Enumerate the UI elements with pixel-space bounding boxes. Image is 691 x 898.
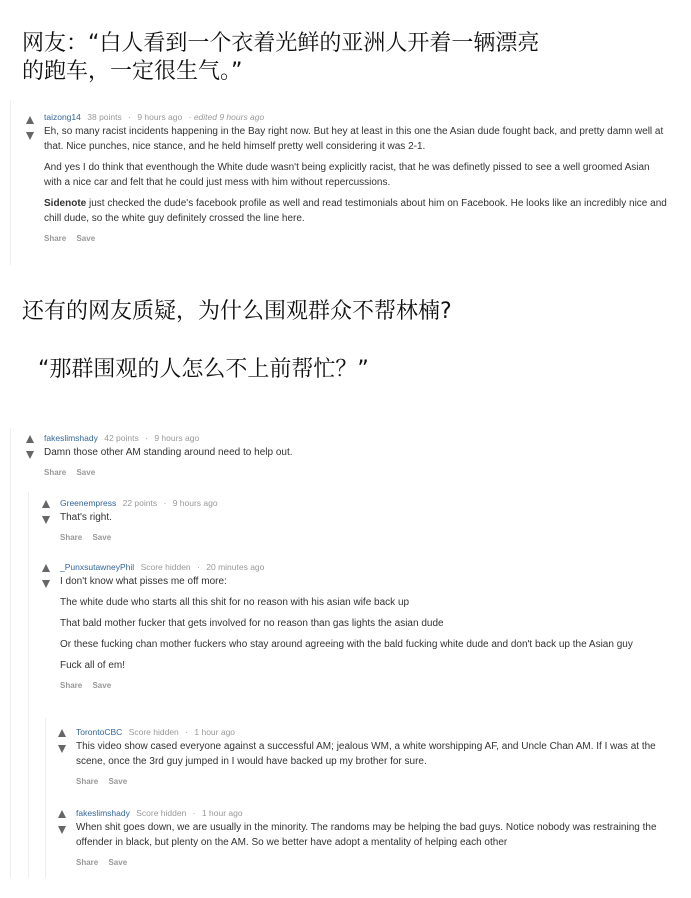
save-button[interactable]: Save [76, 234, 96, 243]
points: 38 points [87, 112, 122, 122]
timestamp: 20 minutes ago [206, 562, 265, 572]
vote-controls [40, 498, 54, 524]
points: Score hidden [136, 808, 187, 818]
upvote-arrow-icon[interactable] [58, 729, 66, 737]
upvote-arrow-icon[interactable] [42, 500, 50, 508]
comment-text [44, 196, 669, 226]
thread-line [28, 492, 29, 878]
username-link[interactable]: _PunxsutawneyPhil [60, 562, 135, 572]
sidenote-label: Sidenote [44, 198, 87, 209]
username-link[interactable]: fakeslimshady [44, 433, 98, 443]
comment [76, 806, 668, 870]
comment-meta [44, 110, 669, 124]
points: Score hidden [128, 727, 179, 737]
save-button[interactable]: Save [108, 858, 128, 867]
upvote-arrow-icon[interactable] [58, 810, 66, 818]
timestamp: 9 hours ago [154, 433, 200, 443]
comment-text: Or these fucking chan mother fuckers who stay around agreeing with the bald fucking white dude and don't back up the Asian guy [60, 639, 633, 650]
comment-text: When shit goes down, we are usually in the minority. The randoms may be helping the bad guys. Notice nobody was restraining the offender in black, but plenty on the AM. So we better have adopt a mentality of helping each other [76, 822, 657, 848]
caption-3: “那群围观的人怎么不上前帮忙？” [38, 357, 369, 382]
timestamp: 9 hours ago [172, 498, 218, 508]
comment-text: This video show cased everyone against a successful AM; jealous WM, a white worshipping AF, and Uncle Chan AM. If I was at the scene, once the 3rd guy jumped in I would have backed up my brother for sure. [76, 741, 656, 767]
downvote-arrow-icon[interactable] [42, 516, 50, 524]
comment-meta [76, 806, 668, 820]
separator: · [128, 112, 131, 122]
comment [60, 496, 670, 545]
username-link[interactable]: taizong14 [44, 112, 81, 122]
comment-text: I don't know what pisses me off more: [60, 576, 227, 587]
separator: · [185, 727, 188, 737]
downvote-arrow-icon[interactable] [26, 451, 34, 459]
downvote-arrow-icon[interactable] [58, 745, 66, 753]
comment-meta [60, 560, 670, 574]
share-button[interactable]: Share [60, 681, 83, 690]
save-button[interactable]: Save [92, 681, 112, 690]
points: Score hidden [140, 562, 191, 572]
vote-controls [24, 114, 38, 140]
thread-line [10, 428, 11, 878]
comment [60, 560, 670, 693]
comment-text: Fuck all of em! [60, 660, 126, 671]
save-button[interactable]: Save [108, 777, 128, 786]
upvote-arrow-icon[interactable] [26, 116, 34, 124]
points: 42 points [104, 433, 139, 443]
comment [76, 725, 668, 789]
caption-2: 还有的网友质疑，为什么围观群众不帮林楠? [22, 299, 452, 324]
save-button[interactable]: Save [76, 468, 96, 477]
comment-actions [44, 232, 669, 246]
caption-1 [22, 30, 539, 86]
username-link[interactable]: fakeslimshady [76, 808, 130, 818]
comment-text: Damn those other AM standing around need to help out. [44, 447, 293, 458]
sidenote-text: just checked the dude's facebook profile as well and read testimonials about him on Facebook. He looks like an incredibly nice and chill dude, so the white guy definitely crossed the line here. [44, 198, 667, 224]
timestamp: 1 hour ago [201, 808, 243, 818]
vote-controls [24, 433, 38, 459]
share-button[interactable]: Share [44, 468, 67, 477]
comment-actions [44, 466, 669, 480]
comment-text: And yes I do think that eventhough the White dude wasn't being explicitly racist, that he was definetly pissed to see a well groomed Asian with a nice car and felt that he could just mess with him without repercussions. [44, 162, 650, 188]
comment-text: That's right. [60, 512, 112, 523]
caption-1-line-2: 的跑车，一定很生气。” [22, 59, 243, 84]
edited-timestamp: · edited 9 hours ago [188, 112, 265, 122]
downvote-arrow-icon[interactable] [26, 132, 34, 140]
thread-line [45, 718, 46, 878]
timestamp: 1 hour ago [194, 727, 236, 737]
comment-text: That bald mother fucker that gets involved for no reason than gas lights the asian dude [60, 618, 444, 629]
separator: · [192, 808, 196, 818]
vote-controls [56, 727, 70, 753]
upvote-arrow-icon[interactable] [42, 564, 50, 572]
comment-meta [44, 431, 669, 445]
points: 22 points [122, 498, 158, 508]
separator: · [163, 498, 167, 508]
comment-text: Eh, so many racist incidents happening in the Bay right now. But hey at least in this one the Asian dude fought back, and pretty damn well at that. Nice punches, nice stance, and he held himself pretty well considering it was 2-1. [44, 126, 664, 152]
timestamp: 9 hours ago [137, 112, 183, 122]
downvote-arrow-icon[interactable] [58, 826, 66, 834]
share-button[interactable]: Share [60, 533, 83, 542]
comment-actions [76, 856, 668, 870]
comment-meta [76, 725, 668, 739]
downvote-arrow-icon[interactable] [42, 580, 50, 588]
comment-text: The white dude who starts all this shit for no reason with his asian wife back up [60, 597, 410, 608]
vote-controls [56, 808, 70, 834]
comment [44, 431, 669, 480]
comment-actions [60, 679, 670, 693]
thread-line [10, 100, 11, 265]
comment-actions [60, 531, 670, 545]
save-button[interactable]: Save [92, 533, 112, 542]
share-button[interactable]: Share [44, 234, 67, 243]
comment-actions [76, 775, 668, 789]
upvote-arrow-icon[interactable] [26, 435, 34, 443]
username-link[interactable]: TorontoCBC [76, 727, 123, 737]
comment [44, 110, 669, 246]
caption-1-line-1: 网友：“白人看到一个衣着光鲜的亚洲人开着一辆漂亮 [22, 31, 540, 56]
username-link[interactable]: Greenempress [60, 498, 117, 508]
share-button[interactable]: Share [76, 777, 99, 786]
share-button[interactable]: Share [76, 858, 99, 867]
comment-meta [60, 496, 670, 510]
separator: · [145, 433, 148, 443]
separator: · [197, 562, 200, 572]
vote-controls [40, 562, 54, 588]
